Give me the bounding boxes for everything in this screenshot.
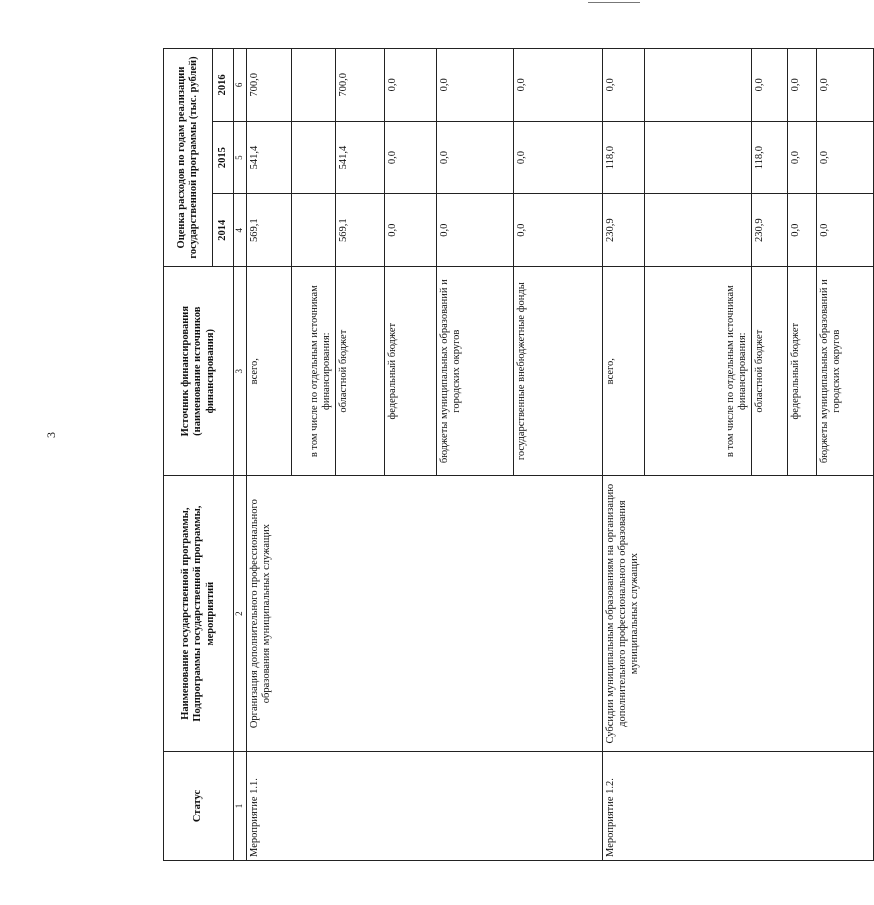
value-cell-2016: 0,0 <box>603 49 645 122</box>
col-number: 1 <box>234 751 247 860</box>
rotated-page <box>163 0 843 861</box>
header-name: Наименование государственной программы, Подпрограммы государственной программы, мероприятий <box>164 476 234 752</box>
value-cell-2014: 0,0 <box>817 194 874 267</box>
column-numbers-row <box>234 49 247 861</box>
value-cell-2016: 700,0 <box>247 49 292 122</box>
header-row <box>164 49 213 861</box>
year-2016: 2016 <box>213 49 234 122</box>
source-cell: бюджеты муниципальных образований и городских округов <box>817 267 874 476</box>
value-cell-2015: 541,4 <box>336 121 385 194</box>
value-cell-2015 <box>292 121 336 194</box>
col-number: 3 <box>234 267 247 476</box>
source-cell: областной бюджет <box>336 267 385 476</box>
value-cell-2016: 0,0 <box>788 49 817 122</box>
value-cell-2015: 0,0 <box>817 121 874 194</box>
page-number: 3 <box>44 432 58 438</box>
source-cell: всего, <box>603 267 645 476</box>
measure-name-cell: Субсидии муниципальным образованиям на организацию дополнительного профессионального образования муниципальных служащих <box>603 476 874 752</box>
status-cell: Мероприятие 1.1. <box>247 751 603 860</box>
col-number: 5 <box>234 121 247 194</box>
source-cell: всего, <box>247 267 292 476</box>
value-cell-2014: 569,1 <box>336 194 385 267</box>
value-cell-2015: 0,0 <box>514 121 603 194</box>
header-estimate: Оценка расходов по годам реализации государственной программы (тыс. рублей) <box>164 49 213 267</box>
value-cell-2014: 0,0 <box>385 194 437 267</box>
col-number: 6 <box>234 49 247 122</box>
value-cell-2015 <box>645 121 752 194</box>
value-cell-2014: 230,9 <box>752 194 788 267</box>
value-cell-2016: 0,0 <box>514 49 603 122</box>
value-cell-2014 <box>645 194 752 267</box>
source-cell: государственные внебюджетные фонды <box>514 267 603 476</box>
value-cell-2014: 230,9 <box>603 194 645 267</box>
financing-table <box>163 48 874 861</box>
value-cell-2014: 0,0 <box>437 194 514 267</box>
value-cell-2014: 569,1 <box>247 194 292 267</box>
year-2015: 2015 <box>213 121 234 194</box>
status-cell: Мероприятие 1.2. <box>603 751 874 860</box>
measure-name-cell: Организация дополнительного профессионального образования муниципальных служащих <box>247 476 603 752</box>
source-cell: федеральный бюджет <box>385 267 437 476</box>
source-cell: в том числе по отдельным источникам финансирования: <box>645 267 752 476</box>
value-cell-2015: 0,0 <box>788 121 817 194</box>
value-cell-2016 <box>292 49 336 122</box>
value-cell-2016: 0,0 <box>752 49 788 122</box>
source-cell: бюджеты муниципальных образований и городских округов <box>437 267 514 476</box>
value-cell-2016 <box>645 49 752 122</box>
col-number: 2 <box>234 476 247 752</box>
value-cell-2014: 0,0 <box>514 194 603 267</box>
header-status: Статус <box>164 751 234 860</box>
table-row <box>603 49 645 861</box>
header-source: Источник финансирования (наименование источников финансирования) <box>164 267 234 476</box>
value-cell-2016: 0,0 <box>385 49 437 122</box>
value-cell-2014: 0,0 <box>788 194 817 267</box>
source-cell: в том числе по отдельным источникам финансирования: <box>292 267 336 476</box>
value-cell-2016: 0,0 <box>817 49 874 122</box>
value-cell-2016: 700,0 <box>336 49 385 122</box>
source-cell: областной бюджет <box>752 267 788 476</box>
value-cell-2016: 0,0 <box>437 49 514 122</box>
value-cell-2015: 541,4 <box>247 121 292 194</box>
value-cell-2015: 0,0 <box>385 121 437 194</box>
table-row <box>247 49 292 861</box>
value-cell-2015: 118,0 <box>603 121 645 194</box>
value-cell-2015: 118,0 <box>752 121 788 194</box>
value-cell-2014 <box>292 194 336 267</box>
col-number: 4 <box>234 194 247 267</box>
value-cell-2015: 0,0 <box>437 121 514 194</box>
year-2014: 2014 <box>213 194 234 267</box>
source-cell: федеральный бюджет <box>788 267 817 476</box>
